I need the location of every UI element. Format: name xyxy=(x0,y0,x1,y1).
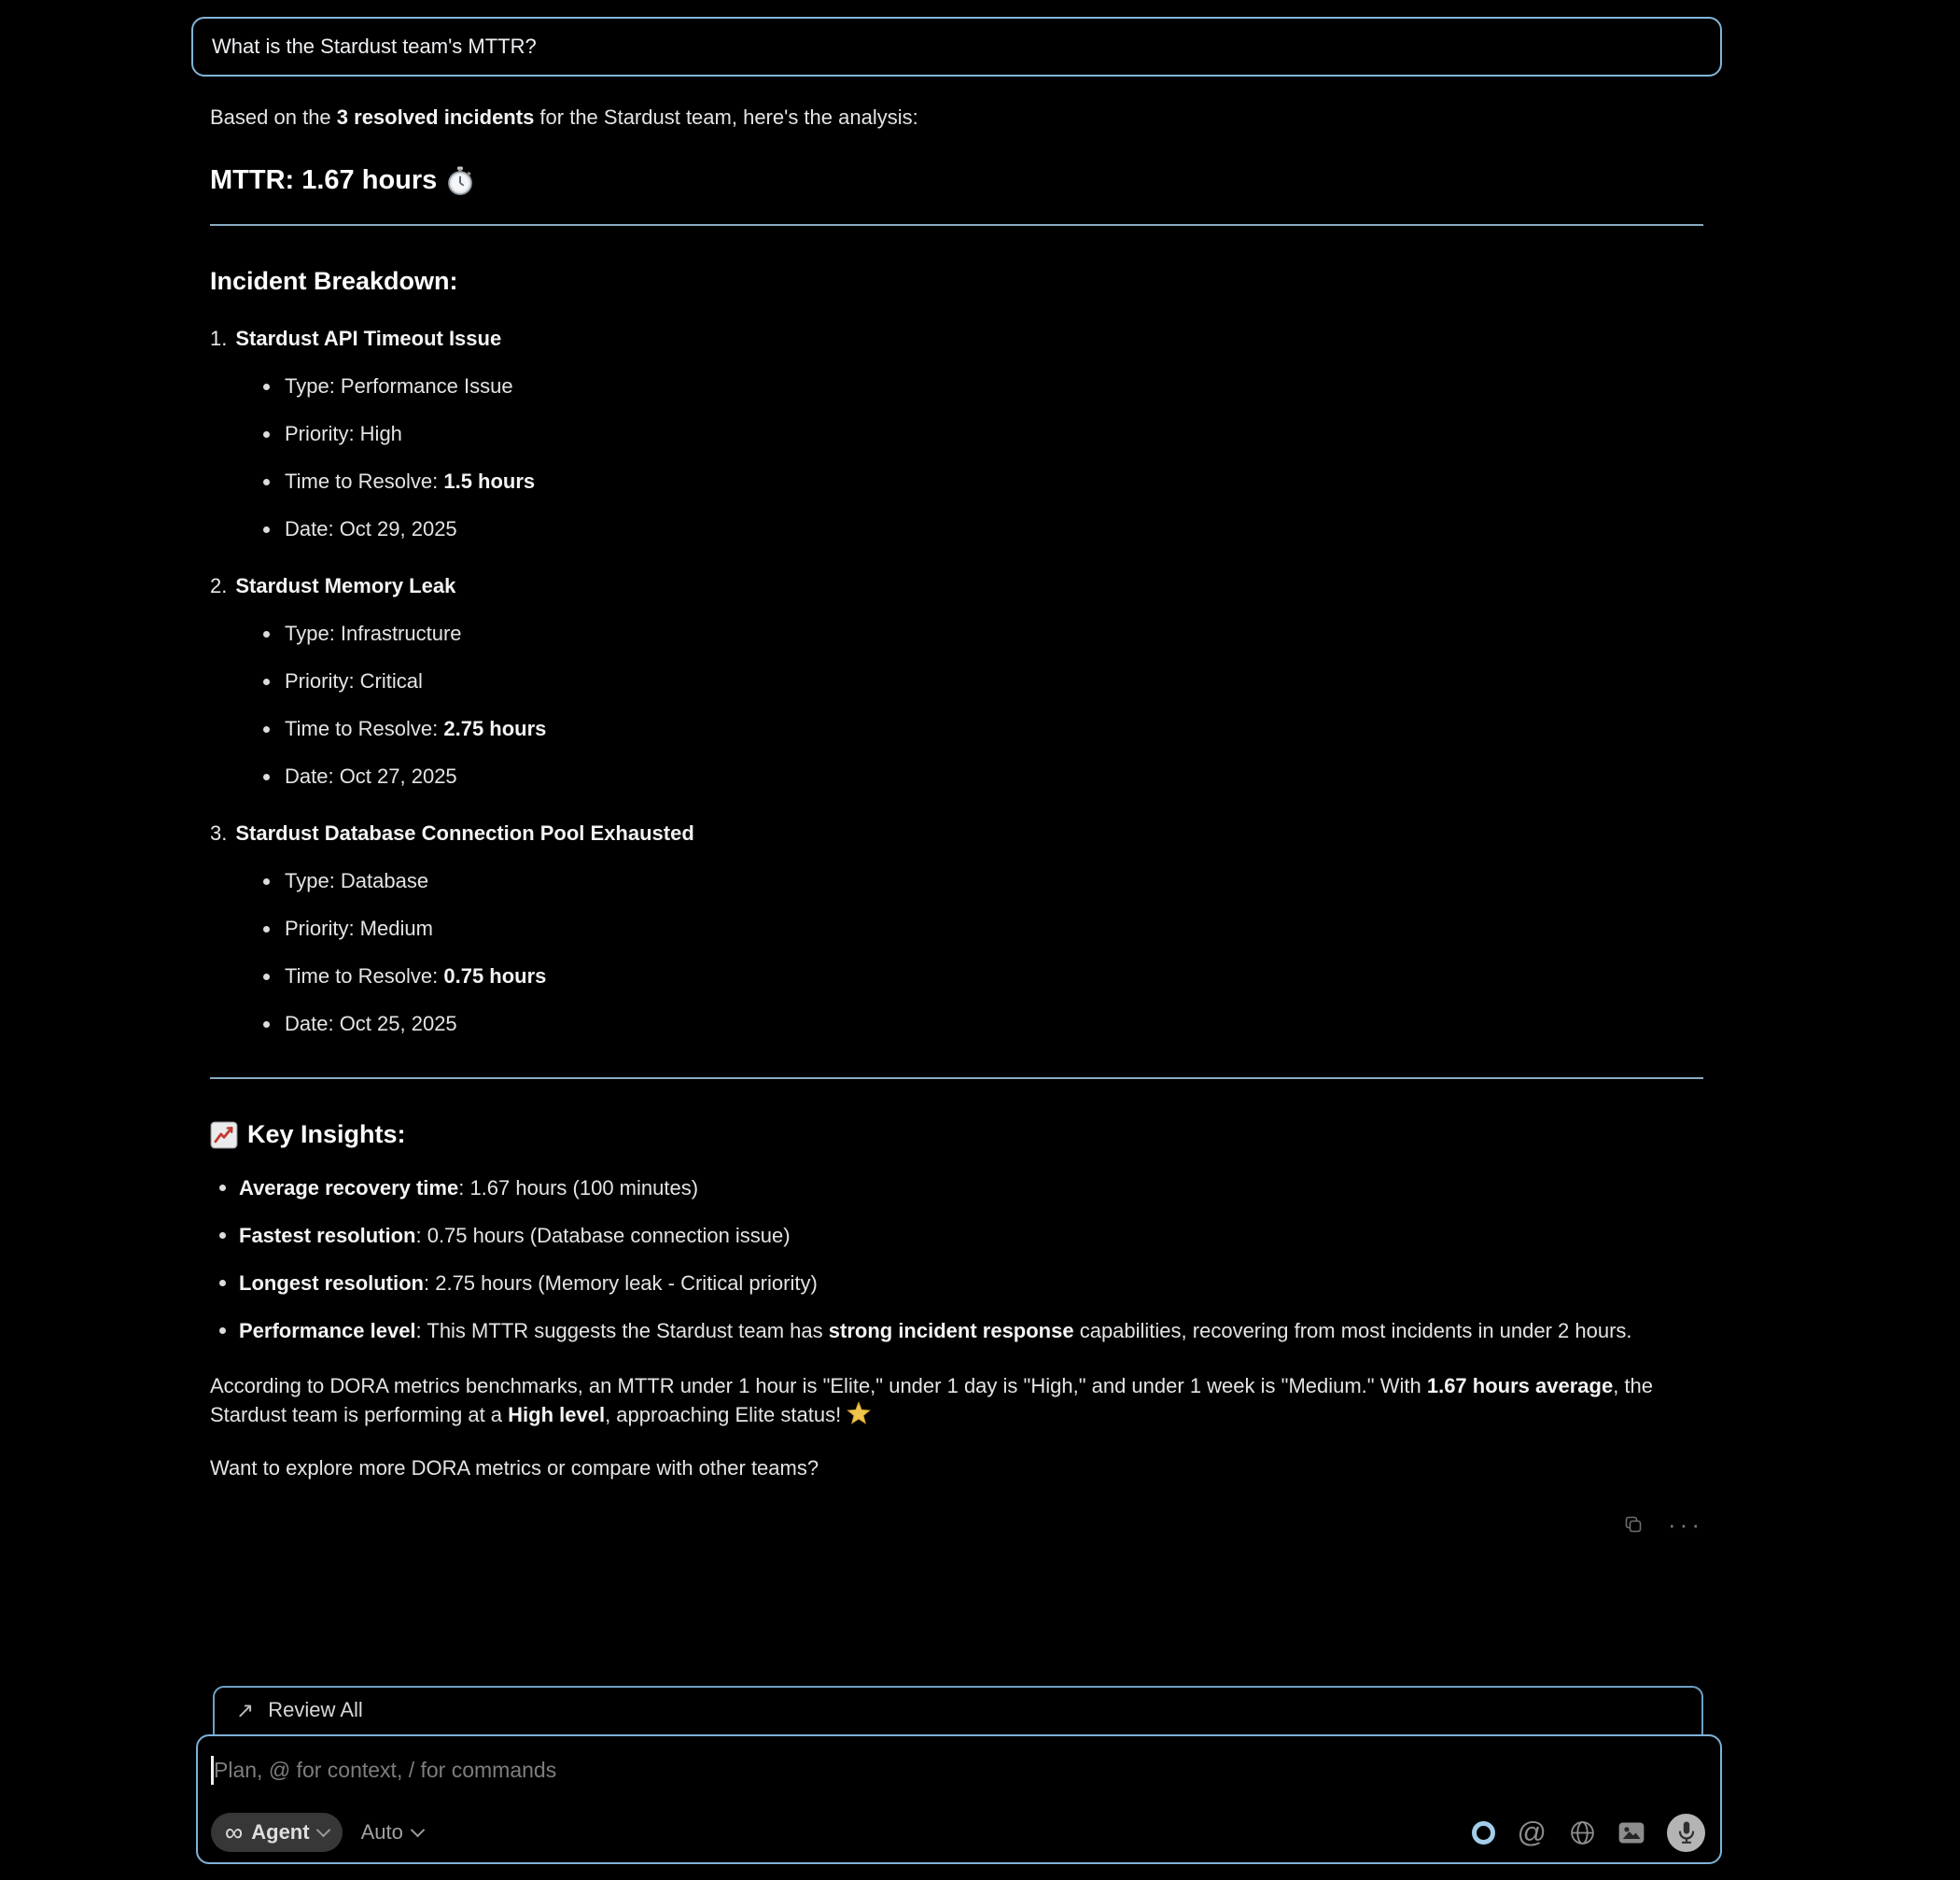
bullet-item: Priority: High xyxy=(263,420,1703,448)
copy-icon xyxy=(1623,1514,1644,1535)
message-input[interactable] xyxy=(214,1751,1520,1789)
dora-paragraph: According to DORA metrics benchmarks, an MTTR under 1 hour is "Elite," under 1 day is "High," and under 1 week is "Medium." With 1.67 hours average, the Stardust team is performing at a High level, approaching Elite status! xyxy=(210,1374,1653,1426)
arrow-up-right-icon: ↗ xyxy=(236,1697,255,1722)
mention-button[interactable] xyxy=(1517,1816,1547,1848)
context-ring-icon[interactable] xyxy=(1472,1821,1495,1845)
assistant-response xyxy=(210,103,1703,1538)
mttr-heading: MTTR: 1.67 hours xyxy=(210,165,1703,196)
incident-item xyxy=(210,324,1703,543)
web-button[interactable] xyxy=(1569,1819,1596,1846)
incident-title: 1. Stardust API Timeout Issue xyxy=(210,327,502,350)
user-message-text: What is the Stardust team's MTTR? xyxy=(212,35,537,58)
bullet-item: Type: Infrastructure xyxy=(263,620,1703,648)
insight-item: Longest resolution: 2.75 hours (Memory leak - Critical priority) xyxy=(219,1269,1703,1298)
bullet-item: Date: Oct 29, 2025 xyxy=(263,515,1703,543)
review-all-label: Review All xyxy=(268,1698,363,1721)
glowing-star-emoji xyxy=(847,1401,871,1425)
bullet-item: Type: Database xyxy=(263,867,1703,895)
bullet-item: Type: Performance Issue xyxy=(263,372,1703,400)
bullet-item: Priority: Critical xyxy=(263,667,1703,695)
bullet-item: Date: Oct 27, 2025 xyxy=(263,763,1703,791)
agent-mode-label: Agent xyxy=(251,1820,310,1844)
stopwatch-emoji xyxy=(446,166,474,196)
section-divider xyxy=(210,224,1703,226)
agent-mode-selector[interactable] xyxy=(211,1813,343,1852)
insights-heading: Key Insights: xyxy=(210,1120,1703,1149)
model-selector[interactable] xyxy=(361,1820,423,1845)
model-label: Auto xyxy=(360,1820,403,1844)
mic-icon xyxy=(1675,1820,1698,1845)
chevron-down-icon xyxy=(315,1822,330,1837)
incident-title: 3. Stardust Database Connection Pool Exhausted xyxy=(210,821,694,845)
copy-button[interactable] xyxy=(1623,1514,1644,1535)
insight-item: Average recovery time: 1.67 hours (100 minutes) xyxy=(219,1173,1703,1202)
globe-icon xyxy=(1569,1819,1596,1846)
incident-title: 2. Stardust Memory Leak xyxy=(210,574,456,597)
at-icon: @ xyxy=(1517,1816,1547,1848)
chat-thread xyxy=(191,17,1722,1538)
bullet-item: Date: Oct 25, 2025 xyxy=(263,1010,1703,1038)
message-actions xyxy=(210,1510,1703,1538)
composer-icon-row xyxy=(1472,1814,1705,1852)
chevron-down-icon xyxy=(411,1822,426,1837)
section-divider xyxy=(210,1077,1703,1079)
attach-image-button[interactable] xyxy=(1618,1822,1645,1844)
composer-controls xyxy=(211,1813,1705,1852)
intro-paragraph: Based on the 3 resolved incidents for the Stardust team, here's the analysis: xyxy=(210,105,918,129)
ellipsis-icon: ··· xyxy=(1668,1510,1703,1538)
infinity-icon: ∞ xyxy=(225,1818,244,1846)
bullet-item: Time to Resolve: 2.75 hours xyxy=(263,715,1703,743)
voice-input-button[interactable] xyxy=(1667,1814,1705,1852)
more-actions-button[interactable] xyxy=(1668,1510,1703,1538)
incident-item xyxy=(210,571,1703,791)
chart-increasing-emoji xyxy=(210,1121,238,1149)
breakdown-heading: Incident Breakdown: xyxy=(210,267,458,295)
incident-item xyxy=(210,819,1703,1038)
insight-item: Fastest resolution: 0.75 hours (Database connection issue) xyxy=(219,1221,1703,1250)
bullet-item: Time to Resolve: 1.5 hours xyxy=(263,468,1703,496)
composer-input-box xyxy=(196,1734,1722,1864)
followup-paragraph: Want to explore more DORA metrics or compare with other teams? xyxy=(210,1456,819,1480)
bullet-item: Time to Resolve: 0.75 hours xyxy=(263,962,1703,990)
user-message-bubble[interactable] xyxy=(191,17,1722,77)
bullet-item: Priority: Medium xyxy=(263,915,1703,943)
image-icon xyxy=(1618,1822,1645,1844)
insight-item: Performance level: This MTTR suggests the Stardust team has strong incident response capabilities, recovering from most incidents in under 2 hours. xyxy=(219,1316,1703,1345)
